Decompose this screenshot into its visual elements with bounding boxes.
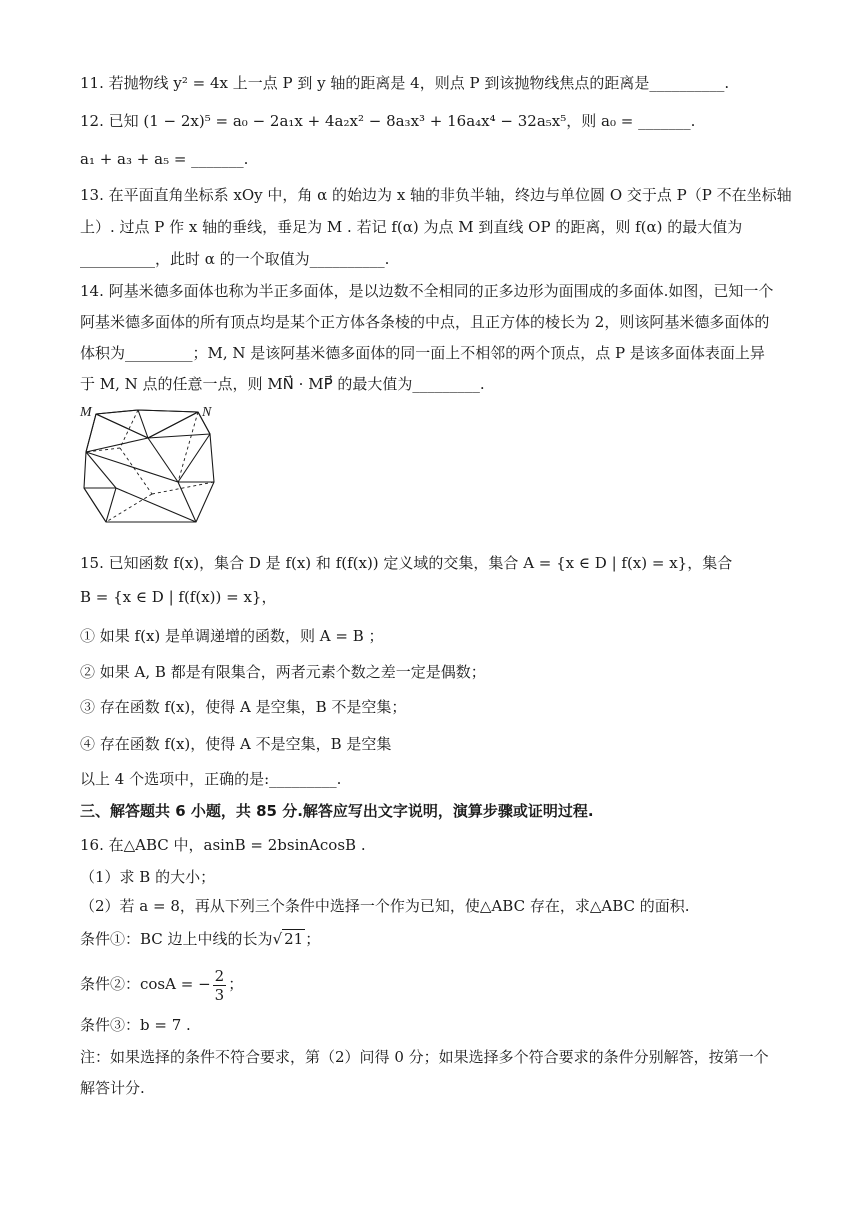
question-13-line-3: __________，此时 α 的一个取值为__________. bbox=[80, 250, 390, 268]
cuboctahedron-diagram bbox=[78, 404, 228, 534]
question-14-line-3: 体积为_________；M, N 是该阿基米德多面体的同一面上不相邻的两个顶点，点 P 是该多面体表面上异 bbox=[80, 344, 765, 362]
condition-2-text: 条件②：cosA = − bbox=[80, 975, 211, 993]
radicand: 21 bbox=[284, 930, 304, 948]
question-15-option-1: ① 如果 f(x) 是单调递增的函数，则 A = B ； bbox=[80, 627, 384, 645]
question-15-option-4: ④ 存在函数 f(x)，使得 A 不是空集，B 是空集 bbox=[80, 735, 392, 753]
question-15-line-1: 15. 已知函数 f(x)，集合 D 是 f(x) 和 f(f(x)) 定义域的交集，集合 A = {x ∈ D | f(x) = x}，集合 bbox=[80, 554, 733, 572]
edge bbox=[148, 412, 198, 438]
outer-silhouette bbox=[84, 410, 214, 522]
fraction-denominator: 3 bbox=[214, 985, 225, 1004]
fraction bbox=[213, 967, 227, 1004]
edge bbox=[86, 452, 178, 482]
question-12-line-1: 12. 已知 (1 − 2x)⁵ = a₀ − 2a₁x + 4a₂x² − 8a₃x³ + 16a₄x⁴ − 32a₅x⁵，则 a₀ = _______. bbox=[80, 112, 696, 130]
note-line-2: 解答计分. bbox=[80, 1079, 145, 1097]
condition-3: 条件③：b = 7 . bbox=[80, 1016, 191, 1034]
condition-1-suffix: ； bbox=[305, 930, 321, 948]
condition-2 bbox=[80, 962, 800, 1006]
question-15-line-2: B = {x ∈ D | f(f(x)) = x}， bbox=[80, 588, 277, 606]
note-line-1: 注：如果选择的条件不符合要求，第（2）问得 0 分；如果选择多个符合要求的条件分别解答，按第一个 bbox=[80, 1048, 769, 1066]
condition-1 bbox=[80, 928, 800, 950]
question-14-line-2: 阿基米德多面体的所有顶点均是某个正方体各条棱的中点，且正方体的棱长为 2，则该阿基米德多面体的 bbox=[80, 313, 770, 331]
fraction-numerator: 2 bbox=[214, 966, 225, 985]
condition-2-suffix: ； bbox=[228, 975, 244, 993]
condition-1-text: 条件①：BC 边上中线的长为 bbox=[80, 930, 273, 948]
question-14-line-4: 于 M, N 点的任意一点，则 MN⃗ · MP⃗ 的最大值为_________. bbox=[80, 375, 485, 393]
polyhedron-figure bbox=[78, 404, 228, 534]
hidden-edge bbox=[120, 448, 152, 494]
question-16-part-2: （2）若 a = 8，再从下列三个条件中选择一个作为已知，使△ABC 存在，求△ABC 的面积. bbox=[80, 897, 690, 915]
question-16-line-1: 16. 在△ABC 中，asinB = 2bsinAcosB . bbox=[80, 836, 366, 854]
question-15-option-3: ③ 存在函数 f(x)，使得 A 是空集，B 不是空集； bbox=[80, 698, 407, 716]
edge bbox=[86, 438, 148, 452]
question-11: 11. 若抛物线 y² = 4x 上一点 P 到 y 轴的距离是 4，则点 P 到该抛物线焦点的距离是__________. bbox=[80, 74, 730, 92]
vertex-label-n: N bbox=[202, 405, 212, 420]
sqrt-symbol: √ 21 bbox=[272, 930, 304, 948]
question-15-tail: 以上 4 个选项中，正确的是:_________. bbox=[80, 770, 342, 788]
question-15-option-2: ② 如果 A, B 都是有限集合，两者元素个数之差一定是偶数； bbox=[80, 663, 486, 681]
edge bbox=[178, 434, 210, 482]
question-12-line-2: a₁ + a₃ + a₅ = _______. bbox=[80, 150, 249, 168]
hidden-edge bbox=[178, 412, 198, 482]
edge bbox=[148, 438, 178, 482]
section-3-heading: 三、解答题共 6 小题，共 85 分.解答应写出文字说明，演算步骤或证明过程. bbox=[80, 802, 594, 820]
edge bbox=[148, 434, 210, 438]
question-14-line-1: 14. 阿基米德多面体也称为半正多面体，是以边数不全相同的正多边形为面围成的多面体.如图，已知一个 bbox=[80, 282, 774, 300]
vertex-label-m: M bbox=[80, 405, 92, 420]
question-13-line-1: 13. 在平面直角坐标系 xOy 中，角 α 的始边为 x 轴的非负半轴，终边与单位圆 O 交于点 P（P 不在坐标轴 bbox=[80, 186, 792, 204]
question-13-line-2: 上）. 过点 P 作 x 轴的垂线，垂足为 M . 若记 f(α) 为点 M 到直线 OP 的距离，则 f(α) 的最大值为 bbox=[80, 218, 743, 236]
question-16-part-1: （1）求 B 的大小； bbox=[80, 868, 216, 886]
edge bbox=[84, 488, 106, 522]
edge bbox=[116, 488, 196, 522]
